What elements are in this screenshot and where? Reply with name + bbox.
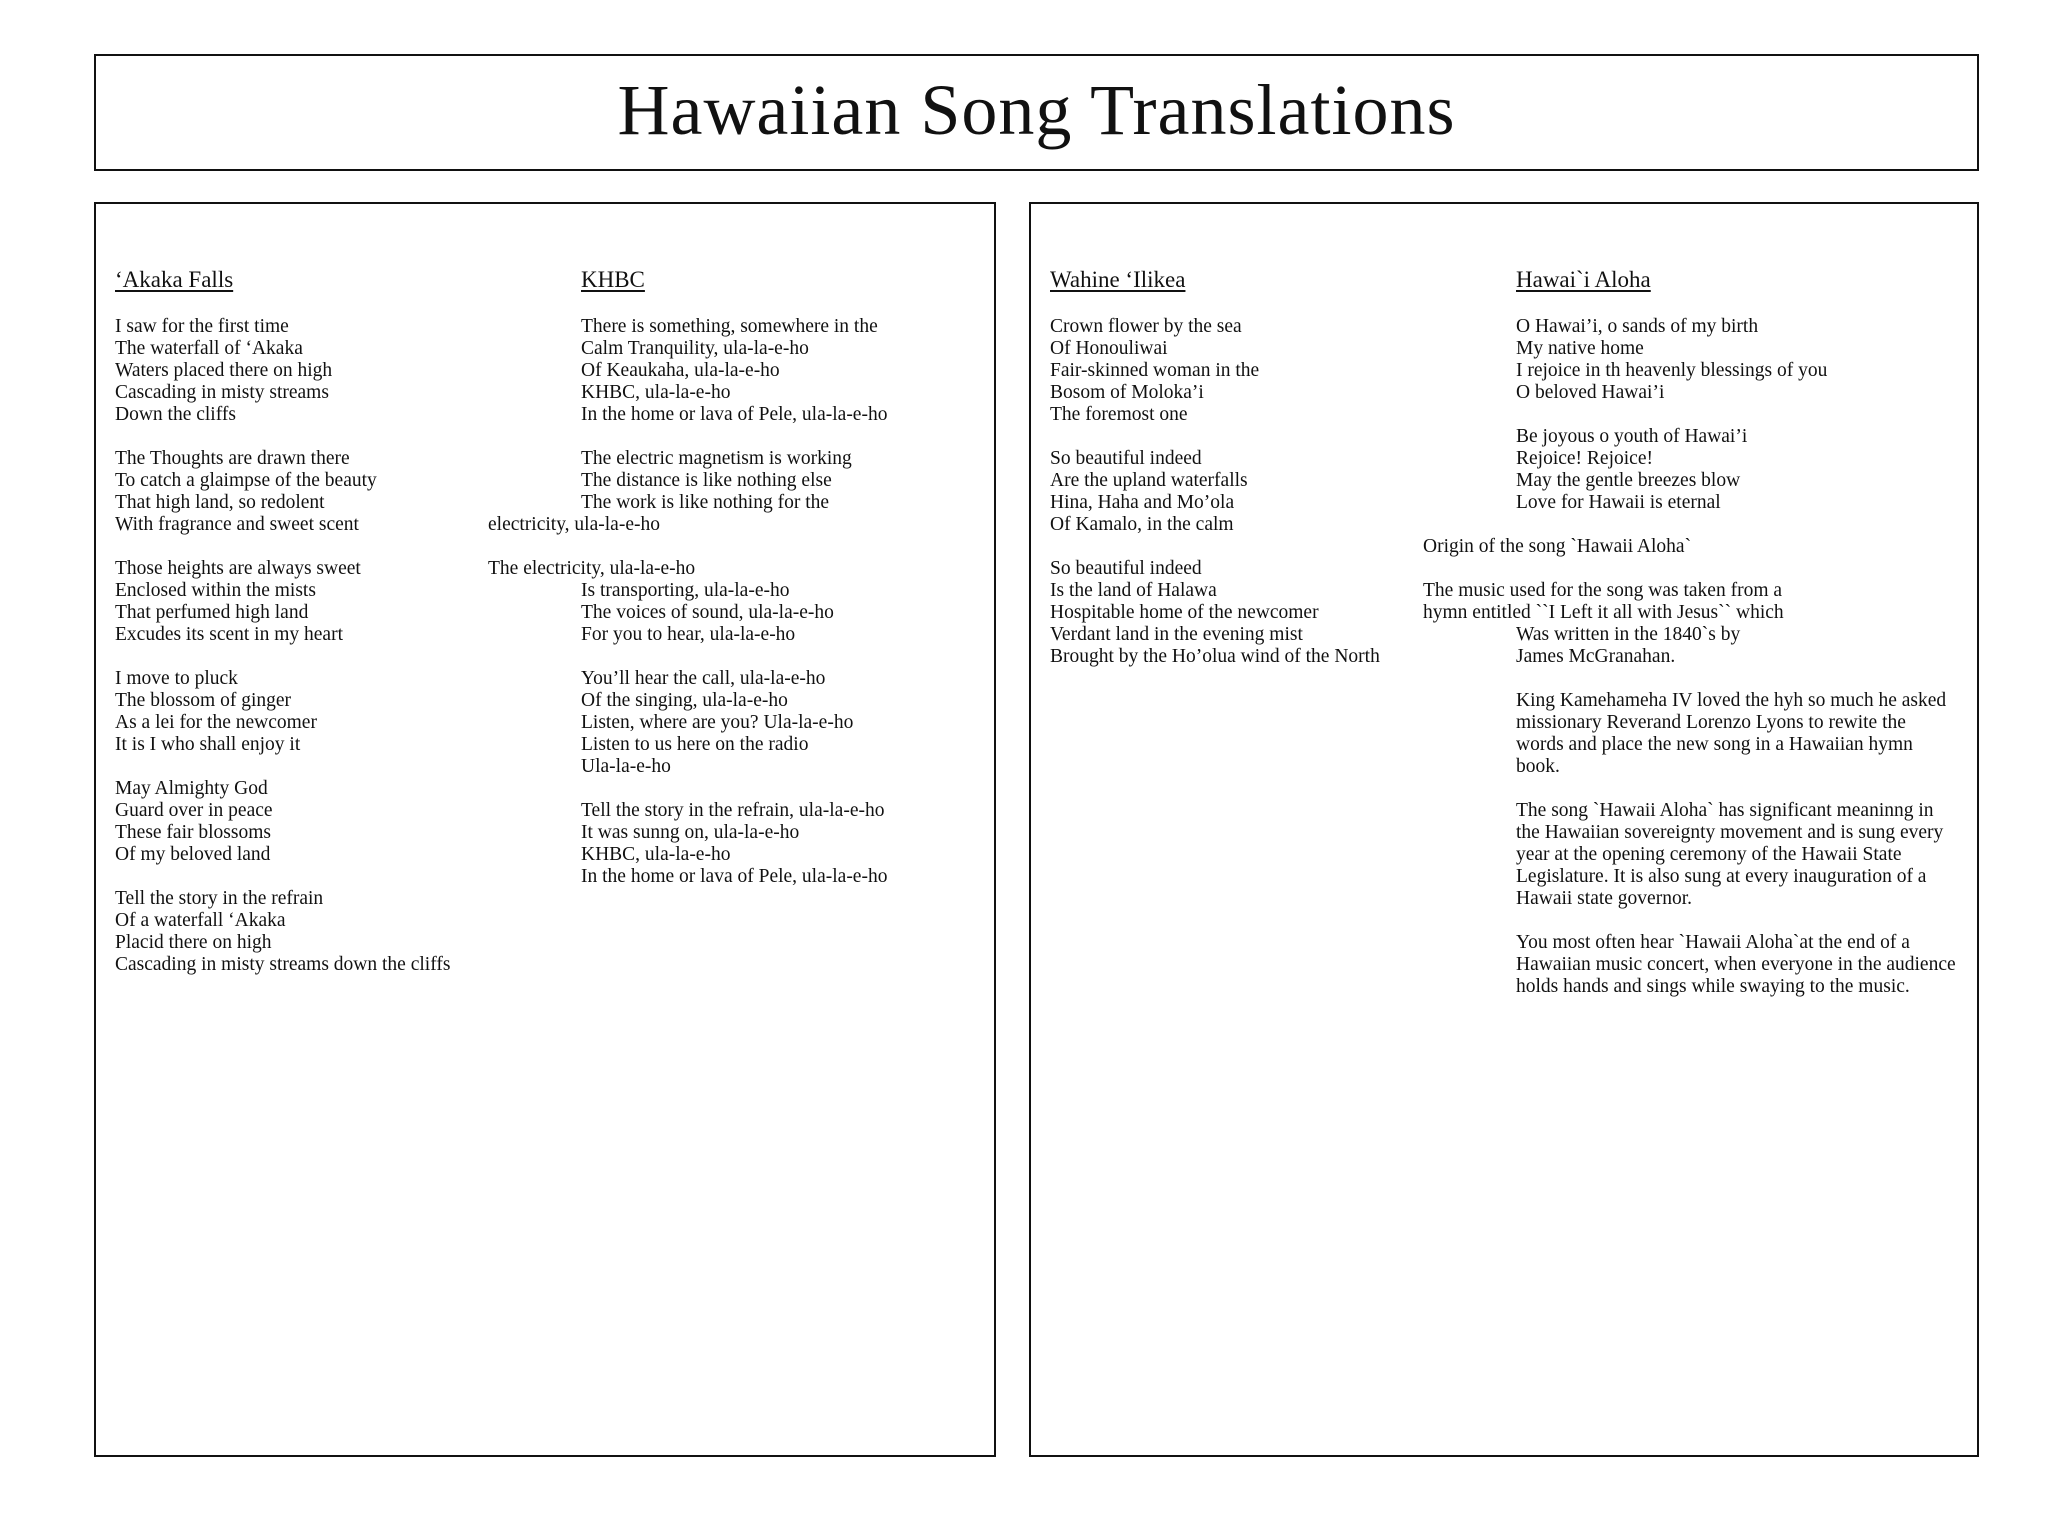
lyric-line: The waterfall of ‘Akaka xyxy=(115,338,303,359)
wahine-ilikea-column xyxy=(1050,266,1380,690)
origin-paragraph-3: The song `Hawaii Aloha` has significant meaninng in the Hawaiian sovereignty movement and is sung every year at the opening ceremony of the Hawaii State Legislature. It is also sung at every inauguration of a Hawaii state governor. xyxy=(1516,800,1944,909)
akaka-stanza-1 xyxy=(115,316,450,426)
lyric-line: Cascading in misty streams down the cliffs xyxy=(115,954,451,975)
lyric-line: Cascading in misty streams xyxy=(115,382,329,403)
lyric-line: KHBC, ula-la-e-ho xyxy=(581,382,731,403)
akaka-stanza-2 xyxy=(115,448,450,536)
lyric-line: The distance is like nothing else xyxy=(581,470,832,491)
lyric-line: May the gentle breezes blow xyxy=(1516,470,1741,491)
lyric-line: These fair blossoms xyxy=(115,822,271,843)
lyric-line: The Thoughts are drawn there xyxy=(115,448,350,469)
khbc-heading: KHBC xyxy=(581,267,645,292)
lyric-line: Of a waterfall ‘Akaka xyxy=(115,910,286,931)
lyric-line: Enclosed within the mists xyxy=(115,580,316,601)
akaka-stanza-6 xyxy=(115,888,450,976)
lyric-line: Rejoice! Rejoice! xyxy=(1516,448,1653,469)
lyric-line: Are the upland waterfalls xyxy=(1050,470,1248,491)
lyric-line: With fragrance and sweet scent xyxy=(115,514,359,535)
lyric-line: Is the land of Halawa xyxy=(1050,580,1217,601)
left-panel xyxy=(94,202,996,1457)
lyric-line: The work is like nothing for the xyxy=(581,492,830,513)
lyric-line: Tell the story in the refrain xyxy=(115,888,324,909)
lyric-line: Hina, Haha and Mo’ola xyxy=(1050,492,1235,513)
lyric-line: Waters placed there on high xyxy=(115,360,333,381)
lyric-line: Hospitable home of the newcomer xyxy=(1050,602,1319,623)
lyric-line: The voices of sound, ula-la-e-ho xyxy=(581,602,834,623)
origin-line: Was written in the 1840`s by xyxy=(1516,624,1741,645)
lyric-line: Guard over in peace xyxy=(115,800,273,821)
lyric-line: To catch a glaimpse of the beauty xyxy=(115,470,377,491)
lyric-line: Excudes its scent in my heart xyxy=(115,624,343,645)
lyric-line: Bosom of Moloka’i xyxy=(1050,382,1204,403)
akaka-stanza-4 xyxy=(115,668,450,756)
khbc-stanza-1 xyxy=(581,316,887,426)
khbc-stanza-2 xyxy=(488,448,887,536)
wahine-stanza-1 xyxy=(1050,316,1380,426)
lyric-line: The blossom of ginger xyxy=(115,690,292,711)
lyric-line: Of Kamalo, in the calm xyxy=(1050,514,1234,535)
lyric-line: Of Honouliwai xyxy=(1050,338,1168,359)
hawaii-aloha-heading: Hawai`i Aloha xyxy=(1516,267,1651,292)
akaka-stanza-3 xyxy=(115,558,450,646)
lyric-line: electricity, ula-la-e-ho xyxy=(488,514,660,535)
hawaii-aloha-stanza-1 xyxy=(1516,316,1956,404)
lyric-line: I saw for the first time xyxy=(115,316,289,337)
lyric-line: Be joyous o youth of Hawai’i xyxy=(1516,426,1748,447)
origin-line: hymn entitled ``I Left it all with Jesus`` which xyxy=(1423,602,1784,623)
lyric-line: I rejoice in th heavenly blessings of you xyxy=(1516,360,1828,381)
origin-line: The music used for the song was taken from a xyxy=(1423,580,1783,601)
lyric-line: That perfumed high land xyxy=(115,602,309,623)
khbc-stanza-5 xyxy=(581,800,887,888)
lyric-line: Fair-skinned woman in the xyxy=(1050,360,1260,381)
origin-title: Origin of the song `Hawaii Aloha` xyxy=(1423,536,1692,557)
hawaii-aloha-stanza-2 xyxy=(1516,426,1956,514)
hawaii-aloha-column xyxy=(1423,266,1956,1020)
lyric-line: May Almighty God xyxy=(115,778,268,799)
lyric-line: That high land, so redolent xyxy=(115,492,325,513)
lyric-line: There is something, somewhere in the xyxy=(581,316,878,337)
wahine-ilikea-heading: Wahine ‘Ilikea xyxy=(1050,267,1186,292)
lyric-line: So beautiful indeed xyxy=(1050,558,1202,579)
lyric-line: It was sunng on, ula-la-e-ho xyxy=(581,822,800,843)
origin-line: James McGranahan. xyxy=(1516,646,1676,667)
title-box xyxy=(94,54,1979,171)
lyric-line: Calm Tranquility, ula-la-e-ho xyxy=(581,338,809,359)
lyric-line: So beautiful indeed xyxy=(1050,448,1202,469)
origin-paragraph-2: King Kamehameha IV loved the hyh so much he asked missionary Reverand Lorenzo Lyons to rewite the words and place the new song in a Hawaiian hymn book. xyxy=(1516,690,1947,777)
lyric-line: As a lei for the newcomer xyxy=(115,712,317,733)
lyric-line: The foremost one xyxy=(1050,404,1188,425)
khbc-column xyxy=(488,266,888,910)
page-title: Hawaiian Song Translations xyxy=(617,70,1456,150)
lyric-line: Tell the story in the refrain, ula-la-e-ho xyxy=(581,800,885,821)
lyric-line: O beloved Hawai’i xyxy=(1516,382,1665,403)
khbc-stanza-3 xyxy=(488,558,887,646)
lyric-line: In the home or lava of Pele, ula-la-e-ho xyxy=(581,866,888,887)
akaka-falls-column xyxy=(115,266,450,998)
akaka-falls-heading: ‘Akaka Falls xyxy=(115,267,234,292)
lyric-line: The electricity, ula-la-e-ho xyxy=(488,558,696,579)
lyric-line: Of Keaukaha, ula-la-e-ho xyxy=(581,360,780,381)
lyric-line: You’ll hear the call, ula-la-e-ho xyxy=(581,668,826,689)
lyric-line: Placid there on high xyxy=(115,932,272,953)
lyric-line: Listen to us here on the radio xyxy=(581,734,809,755)
origin-paragraph-4: You most often hear `Hawaii Aloha`at the end of a Hawaiian music concert, when everyone in the audience holds hands and sings while swaying to the music. xyxy=(1516,932,1956,997)
lyric-line: It is I who shall enjoy it xyxy=(115,734,301,755)
lyric-line: I move to pluck xyxy=(115,668,238,689)
lyric-line: Crown flower by the sea xyxy=(1050,316,1242,337)
lyric-line: Of my beloved land xyxy=(115,844,271,865)
lyric-line: In the home or lava of Pele, ula-la-e-ho xyxy=(581,404,888,425)
lyric-line: Ula-la-e-ho xyxy=(581,756,671,777)
lyric-line: Those heights are always sweet xyxy=(115,558,361,579)
lyric-line: The electric magnetism is working xyxy=(581,448,852,469)
akaka-stanza-5 xyxy=(115,778,450,866)
lyric-line: Is transporting, ula-la-e-ho xyxy=(581,580,790,601)
lyric-line: Down the cliffs xyxy=(115,404,236,425)
lyric-line: My native home xyxy=(1516,338,1644,359)
lyric-line: KHBC, ula-la-e-ho xyxy=(581,844,731,865)
origin-paragraph-1 xyxy=(1423,580,1956,668)
lyric-line: For you to hear, ula-la-e-ho xyxy=(581,624,796,645)
song-origin-note xyxy=(1423,536,1956,668)
khbc-stanza-4 xyxy=(581,668,887,778)
right-panel xyxy=(1029,202,1979,1457)
lyric-line: Verdant land in the evening mist xyxy=(1050,624,1303,645)
lyric-line: Love for Hawaii is eternal xyxy=(1516,492,1721,513)
lyric-line: Of the singing, ula-la-e-ho xyxy=(581,690,788,711)
wahine-stanza-2 xyxy=(1050,448,1380,536)
lyric-line: Brought by the Ho’olua wind of the North xyxy=(1050,646,1380,667)
lyric-line: O Hawai’i, o sands of my birth xyxy=(1516,316,1759,337)
lyric-line: Listen, where are you? Ula-la-e-ho xyxy=(581,712,854,733)
wahine-stanza-3 xyxy=(1050,558,1380,668)
